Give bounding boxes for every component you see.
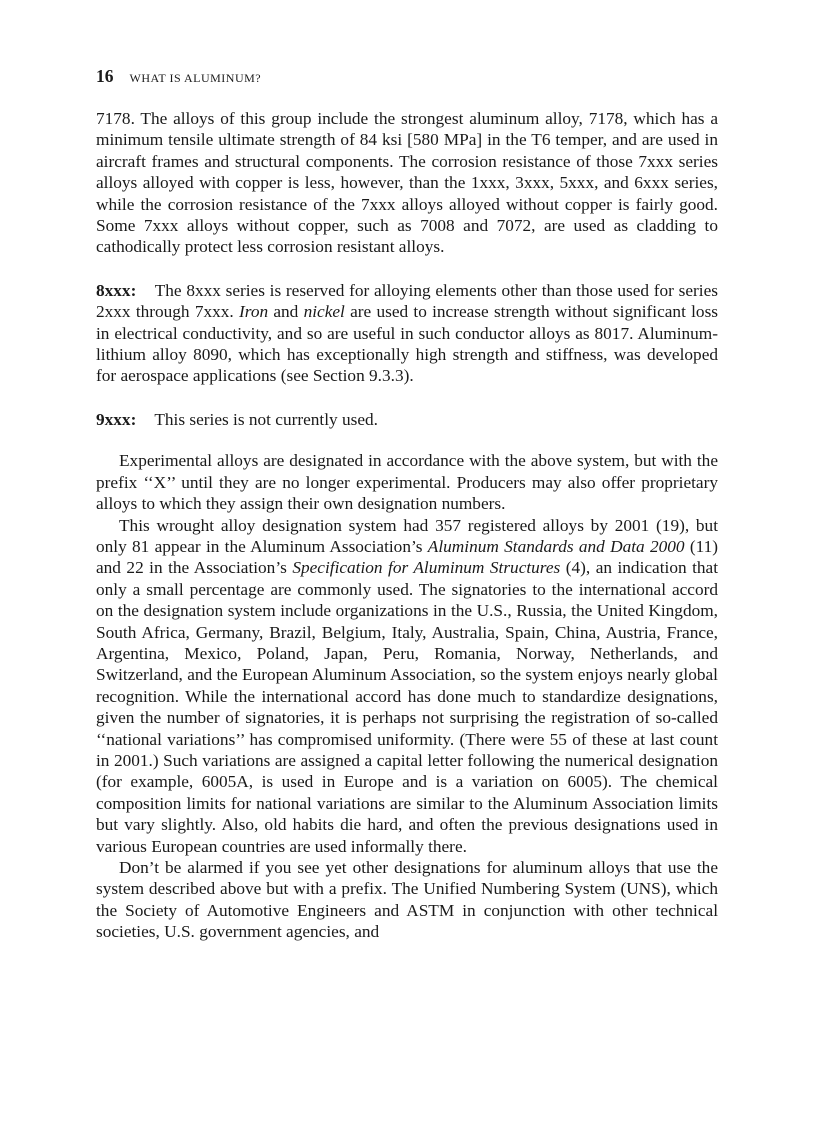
emphasis-standards-title: Aluminum Standards and Data 2000	[427, 536, 685, 556]
spacer	[96, 258, 718, 280]
page-body	[96, 66, 718, 943]
spacer	[96, 387, 718, 409]
page-number: 16	[96, 66, 114, 86]
emphasis-nickel: nickel	[303, 302, 345, 322]
series-label-9xxx: 9xxx:	[96, 409, 137, 429]
paragraph-uns: Don’t be alarmed if you see yet other designations for aluminum alloys that use the system described above but with a prefix. The Unified Numbering System (UNS), which the Society of Automotive Engineers and ASTM in conjunction with other technical societies, U.S. government agencies, and	[96, 858, 718, 942]
emphasis-specification-title: Specification for Aluminum Structures	[292, 558, 561, 578]
running-title: WHAT IS ALUMINUM?	[129, 71, 262, 85]
text-registered-c: (4), an indication that only a small percentage are commonly used. The signatories to the international accord on the designation system include organizations in the U.S., Russia, the United Kingdom, South Africa, Germany, Brazil, Belgium, Italy, Australia, Spain, China, Austria, France, Argentina, Mexico, Poland, Japan, Peru, Romania, Norway, Netherlands, and Switzerland, and the European Aluminum Association, so the system enjoys nearly global recognition. While the international accord has done much to standardize designations, given the number of signatories, it is perhaps not surprising the registration of so-called ‘‘national variations’’ has compromised uniformity. (There were 55 of these at last count in 2001.) Such variations are assigned a capital letter following the numerical designation (for example, 6005A, is used in Europe and is a variation on 6005). The chemical composition limits for national variations are similar to the Aluminum Association limits but vary slightly. Also, old habits die hard, and often the previous designations used in various European countries are used informally there.	[96, 558, 718, 856]
paragraph-8xxx	[96, 280, 718, 387]
spacer	[96, 430, 718, 450]
paragraph-registered-alloys	[96, 515, 718, 858]
text-registered-a: This wrought alloy designation system had 357 registered alloys by 2001 (19), but only 81 appear in the Aluminum Association’s	[96, 515, 718, 556]
running-head	[96, 66, 718, 96]
paragraph-9xxx	[96, 409, 718, 430]
series-label-8xxx: 8xxx:	[96, 280, 137, 300]
text-9xxx: This series is not currently used.	[154, 409, 378, 429]
text-8xxx-c: are used to increase strength without significant loss in electrical conductivity, and so are useful in such conductor alloys as 8017. Aluminum-lithium alloy 8090, which has exceptionally high strength and stiffness, was developed for aerospace applications (see Section 9.3.3).	[96, 302, 719, 386]
text-8xxx-a: The 8xxx series is reserved for alloying elements other than those used for series 2xxx through 7xxx.	[96, 280, 718, 322]
paragraph-7xxx-continued: 7178. The alloys of this group include the strongest aluminum alloy, 7178, which has a minimum tensile ultimate strength of 84 ksi [580 MPa] in the T6 temper, and are used in aircraft frames and structural components. The corrosion resistance of those 7xxx series alloys alloyed with copper is less, however, than the 1xxx, 3xxx, 5xxx, and 6xxx series, while the corrosion resistance of the 7xxx alloys alloyed without copper is fairly good. Some 7xxx alloys without copper, such as 7008 and 7072, are used as cladding to cathodically protect less corrosion resistant alloys.	[96, 109, 718, 257]
paragraph-experimental: Experimental alloys are designated in accordance with the above system, but with the prefix ‘‘X’’ until they are no longer experimental. Producers may also offer proprietary alloys to which they assign their own designation numbers.	[96, 451, 718, 514]
emphasis-iron: Iron	[238, 302, 269, 322]
text-registered-b: (11) and 22 in the Association’s	[96, 536, 718, 578]
text-8xxx-b: and	[273, 302, 299, 322]
